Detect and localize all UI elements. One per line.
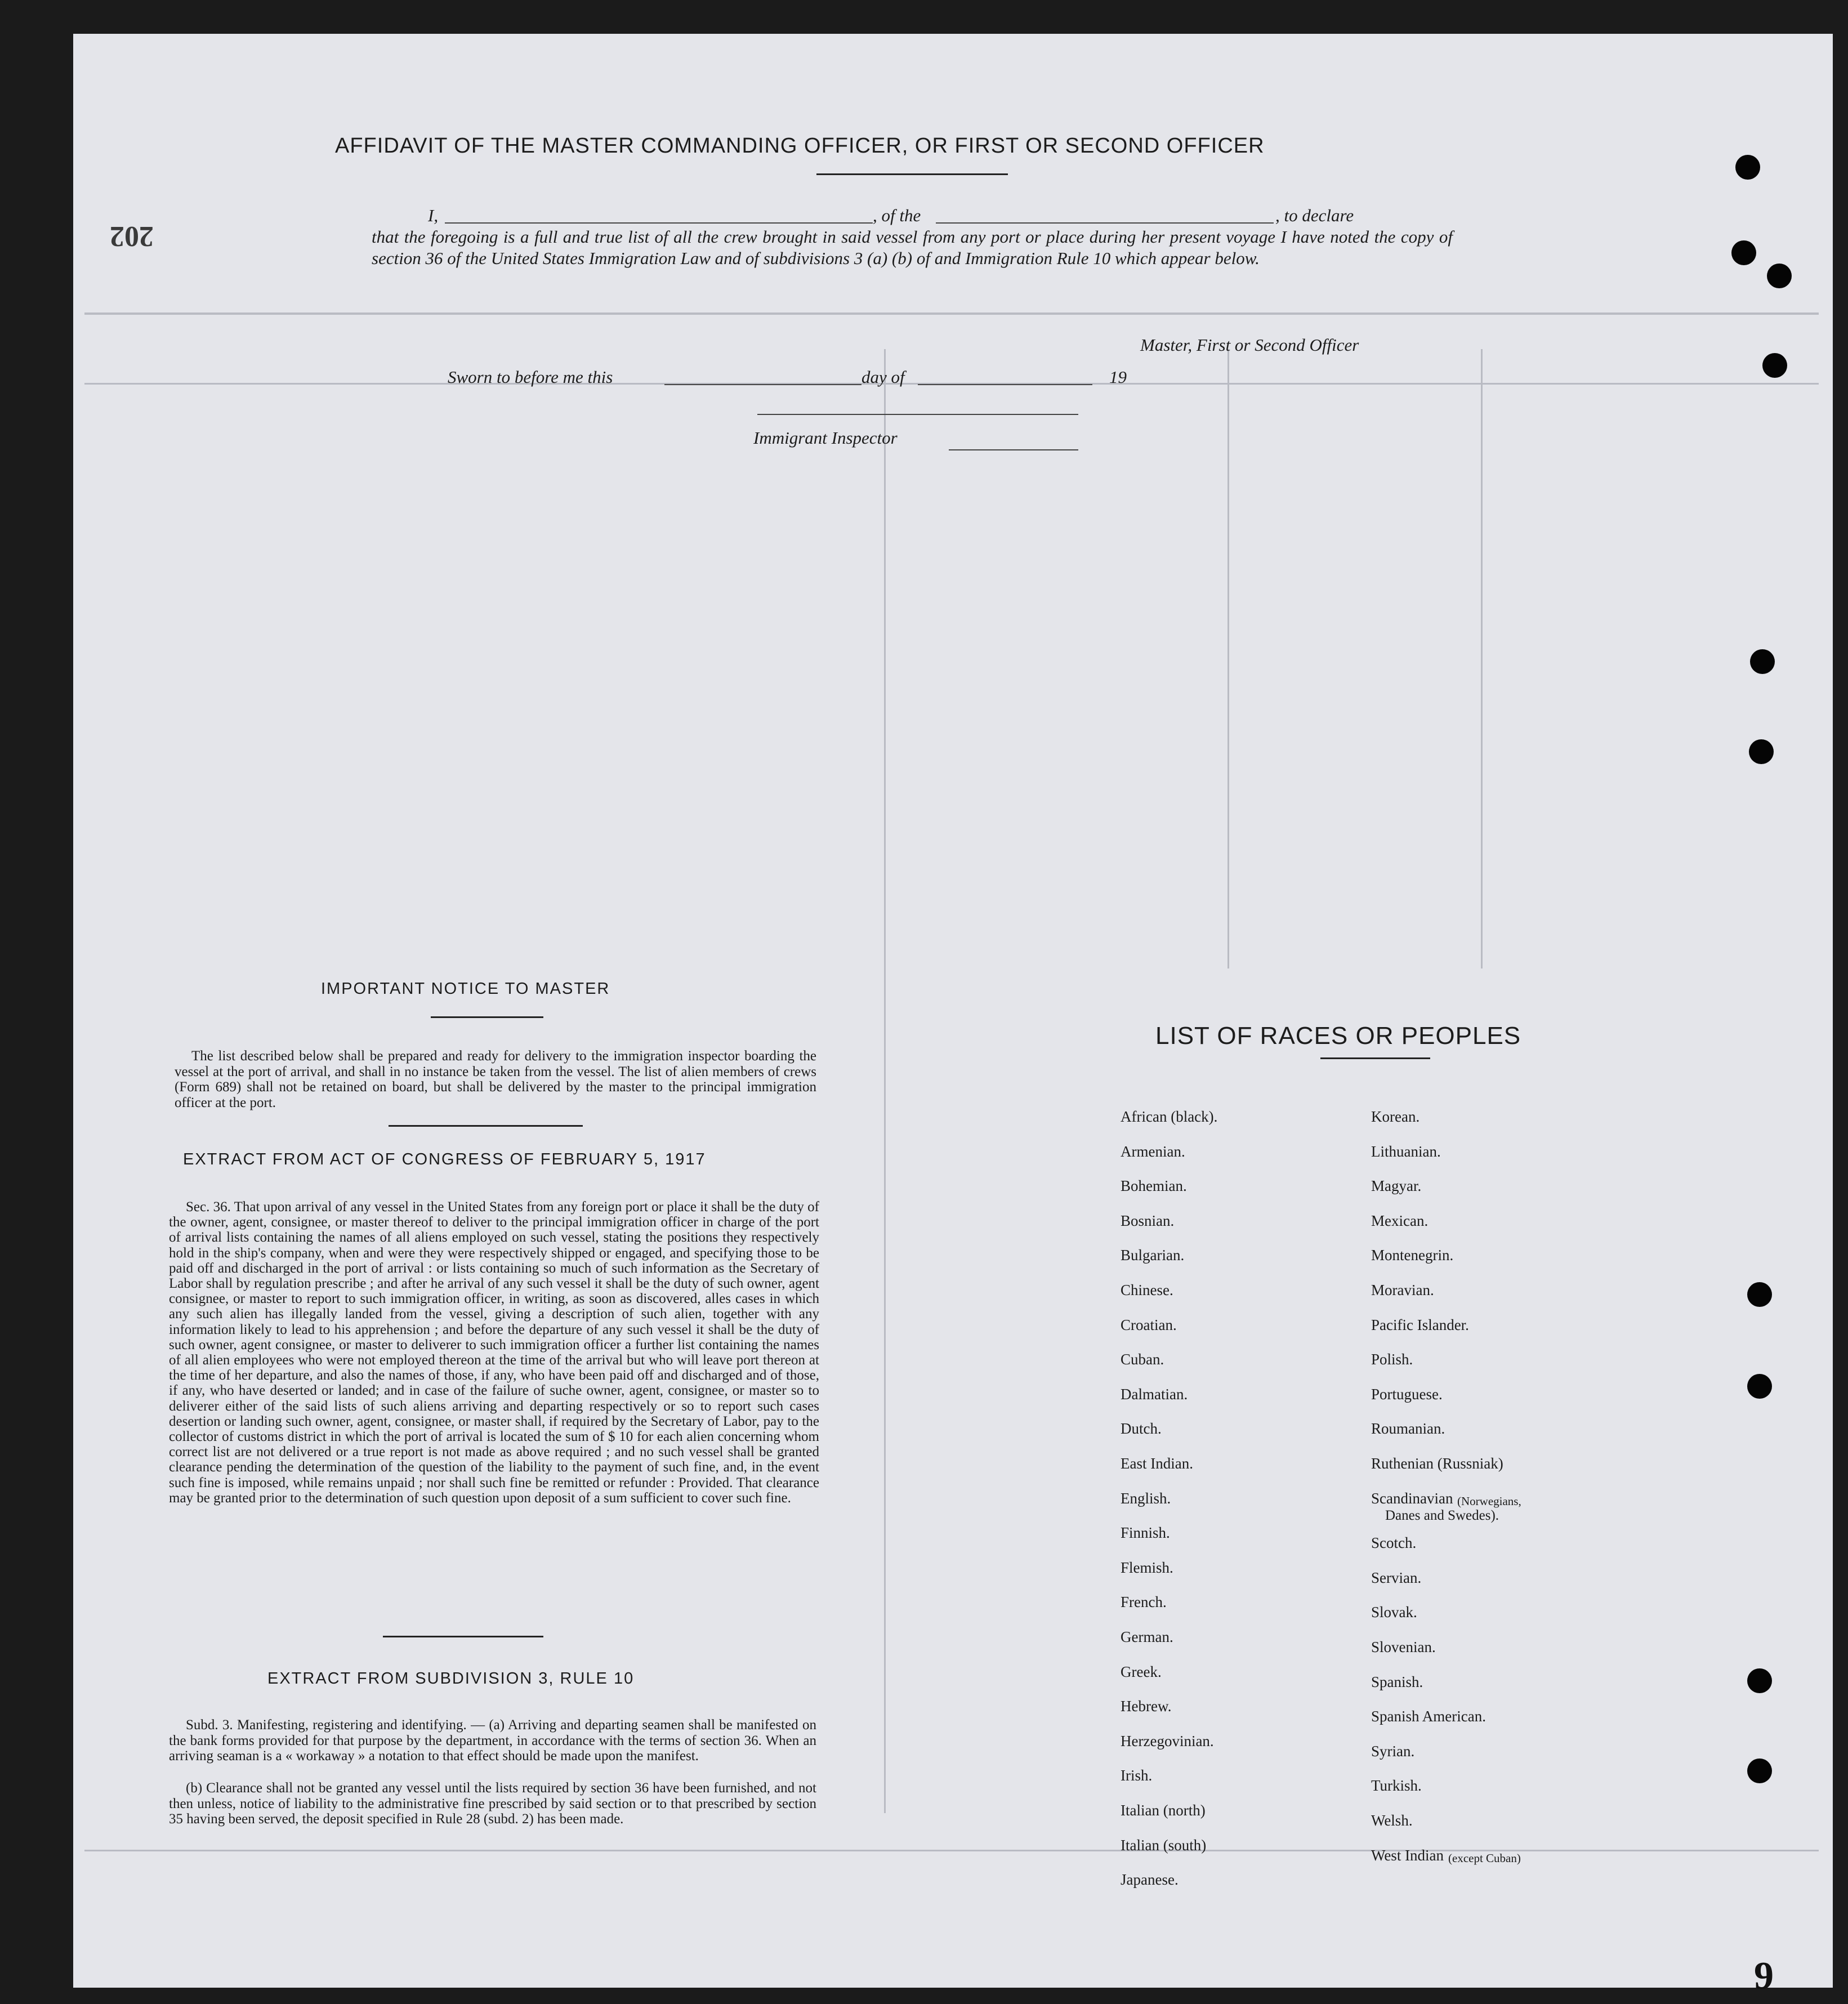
punch-hole [1747, 1668, 1772, 1693]
scandinavian-note: (Norwegians, [1457, 1494, 1521, 1508]
race-item: Welsh. [1371, 1812, 1413, 1829]
race-item: Italian (south) [1121, 1836, 1207, 1854]
race-item: Magyar. [1371, 1177, 1422, 1195]
race-item: Scotch. [1371, 1534, 1417, 1552]
declare-label: , to declare [1275, 206, 1354, 225]
race-item: Bulgarian. [1121, 1247, 1185, 1264]
races-title: LIST OF RACES OR PEOPLES [1155, 1022, 1521, 1050]
show-through-line [884, 349, 886, 1813]
race-item: Mexican. [1371, 1212, 1429, 1229]
race-item: Japanese. [1121, 1871, 1179, 1889]
race-item: Bohemian. [1121, 1177, 1187, 1195]
show-through-line [84, 1850, 1819, 1851]
corner-mark: 9 [1754, 1954, 1774, 1998]
race-item: Chinese. [1121, 1282, 1173, 1298]
race-item: Moravian. [1371, 1282, 1434, 1298]
race-item: Greek. [1121, 1663, 1162, 1680]
race-item: Dalmatian. [1121, 1385, 1188, 1403]
punch-hole [1747, 1282, 1772, 1307]
race-item: Korean. [1371, 1108, 1420, 1125]
margin-number: 202 [110, 220, 154, 252]
scandinavian-cont: Danes and Swedes). [1385, 1507, 1499, 1523]
race-item: Croatian. [1121, 1316, 1177, 1333]
race-item: Italian (north) [1121, 1802, 1206, 1819]
sworn-label: Sworn to before me this [448, 367, 613, 387]
races-underline [1320, 1057, 1430, 1059]
race-item: East Indian. [1121, 1455, 1193, 1472]
race-item: Flemish. [1121, 1559, 1173, 1576]
punch-hole [1750, 649, 1775, 674]
race-item: Hebrew. [1121, 1698, 1172, 1715]
race-item: Slovak. [1371, 1604, 1417, 1621]
sworn-date-line [664, 384, 861, 385]
punch-hole [1735, 155, 1760, 180]
punch-hole [1762, 353, 1787, 378]
title-underline [816, 173, 1008, 175]
notice-underline [431, 1016, 543, 1018]
race-item: Bosnian. [1121, 1212, 1175, 1229]
show-through-line [1481, 349, 1483, 968]
notice-text: The list described below shall be prepared and ready for delivery to the immigration inspector boarding the vessel at the port of arrival, and shall in no instance be taken from the vessel. The list of alien members of crews (Form 689) shall not be retained on board, but shall be delivered by the master to the principal immigration officer at the port. [175, 1048, 816, 1110]
race-item: Polish. [1371, 1351, 1413, 1368]
punch-hole [1731, 240, 1756, 265]
rule-extract-text-b: (b) Clearance shall not be granted any vessel until the lists required by section 36 have been furnished, and not then unless, notice of liability to the administrative fine prescribed by said section or to that prescribed by section 35 having been served, the deposit specified in Rule 28 (subd. 2) has been made. [169, 1780, 816, 1827]
declarant-prefix: I, [428, 206, 439, 225]
punch-hole [1747, 1374, 1772, 1399]
race-item: Lithuanian. [1371, 1142, 1441, 1160]
race-item: French. [1121, 1594, 1167, 1611]
rule-extract-title: EXTRACT FROM SUBDIVISION 3, RULE 10 [267, 1670, 635, 1688]
punch-hole [1749, 739, 1774, 764]
race-item: Irish. [1121, 1767, 1153, 1784]
race-item: Syrian. [1371, 1742, 1415, 1760]
inspector-name-line [949, 449, 1078, 450]
show-through-line [1227, 349, 1229, 968]
race-item: Spanish. [1371, 1673, 1423, 1690]
race-item: Turkish. [1371, 1777, 1422, 1795]
race-item: Scandinavian [1371, 1489, 1453, 1507]
affidavit-title: AFFIDAVIT OF THE MASTER COMMANDING OFFICER, OR FIRST OR SECOND OFFICER [335, 134, 1265, 158]
vessel-of-label: , of the [873, 206, 921, 225]
race-item: Montenegrin. [1371, 1247, 1454, 1264]
punch-hole [1747, 1758, 1772, 1783]
race-item: Pacific Islander. [1371, 1316, 1469, 1333]
race-item: Finnish. [1121, 1524, 1170, 1542]
month-line [918, 384, 1092, 385]
race-item: West Indian [1371, 1846, 1444, 1864]
race-item: Dutch. [1121, 1420, 1162, 1438]
race-item: Roumanian. [1371, 1420, 1445, 1438]
race-item: English. [1121, 1489, 1171, 1507]
year-label: 19 [1109, 367, 1127, 387]
notice-rule [389, 1125, 583, 1127]
west-indian-note: (except Cuban) [1448, 1851, 1521, 1865]
rule-extract-text-a: Subd. 3. Manifesting, registering and identifying. — (a) Arriving and departing seamen shall be manifested on the bank forms provided for that purpose by the department, in accordance with the terms of section 36. When an arriving seaman is a « workaway » a notation to that effect should be made upon the manifest. [169, 1717, 816, 1764]
show-through-line [84, 313, 1819, 315]
inspector-signature-line [757, 414, 1078, 415]
race-item: German. [1121, 1628, 1173, 1645]
notice-title: IMPORTANT NOTICE TO MASTER [321, 980, 610, 998]
vessel-name-line [936, 222, 1274, 224]
master-signature-label: Master, First or Second Officer [1140, 335, 1359, 355]
race-item: Armenian. [1121, 1142, 1185, 1160]
affidavit-body: that the foregoing is a full and true list of all the crew brought in said vessel from any port or place during her present voyage I have noted the copy of section 36 of the United States Immigration Law and of subdivisions 3 (a) (b) of and Immigration Rule 10 which appear below. [372, 227, 1453, 268]
form-sheet [73, 34, 1833, 1998]
inspector-label: Immigrant Inspector [753, 428, 898, 448]
race-item: Cuban. [1121, 1351, 1164, 1368]
race-item: Servian. [1371, 1569, 1422, 1586]
race-item: African (black). [1121, 1108, 1218, 1125]
act-extract-text: Sec. 36. That upon arrival of any vessel in the United States from any foreign port or place it shall be the duty of the owner, agent, consignee, or master thereof to deliver to the principal immigration officer in charge of the port of arrival lists containing the names of all aliens employed on such vessel, stating the positions they respectively hold in the ship's company, when and were they were respectively shipped or engaged, and specifying those to be paid off and discharged in the port of arrival : or lists containing so much of such information as the Secretary of Labor shall by regulation prescribe ; and after he arrival of any such vessel it shall be the duty of such owner, agent consignee, or master to report to such immigration officer, in writing, as soon as discovered, alles cases in which any such alien has illegally landed from the vessel, giving a description of such alien, together with any information likely to lead to his apprehension ; and before the departure of any such vessel it shall be the duty of such owner, agent consignee, or master to deliverer to such immigration officer a further list containing the names of all alien employees who were not employed thereon at the time of the arrival but who will leave port thereon at the time of her departure, and also the names of those, if any, who have been paid off and discharged and of those, if any, who have deserted or landed; and in case of the failure of suche owner, agent, consignee, or master so to deliverer either of the said lists of such aliens arriving and departing respectively or so to report such cases desertion or landing such owner, agent, consignee, or master shall, if required by the Secretary of Labor, pay to the collector of customs district in which the port of arrival is located the sum of $ 10 for each alien concerning whom correct list are not delivered or a true report is not made as above required ; and no such vessel shall be granted clearance pending the determination of the question of the liability to the payment of such fine, and, in the event such fine is imposed, while remains unpaid ; nor shall such fine be remitted or refunder : Provided. That clearance may be granted prior to the determination of such question upon deposit of a sum sufficient to cover such fine. [169, 1199, 819, 1506]
race-item: Slovenian. [1371, 1639, 1436, 1655]
act-extract-title: EXTRACT FROM ACT OF CONGRESS OF FEBRUARY 5, 1917 [183, 1150, 706, 1168]
race-item: Ruthenian (Russniak) [1371, 1455, 1503, 1472]
race-item: Spanish American. [1371, 1708, 1486, 1725]
punch-hole [1767, 264, 1792, 288]
day-of-label: day of [861, 367, 905, 387]
race-item: Portuguese. [1371, 1385, 1443, 1403]
act-extract-rule [383, 1636, 543, 1637]
declarant-name-line [445, 222, 873, 224]
race-item: Herzegovinian. [1121, 1732, 1214, 1749]
